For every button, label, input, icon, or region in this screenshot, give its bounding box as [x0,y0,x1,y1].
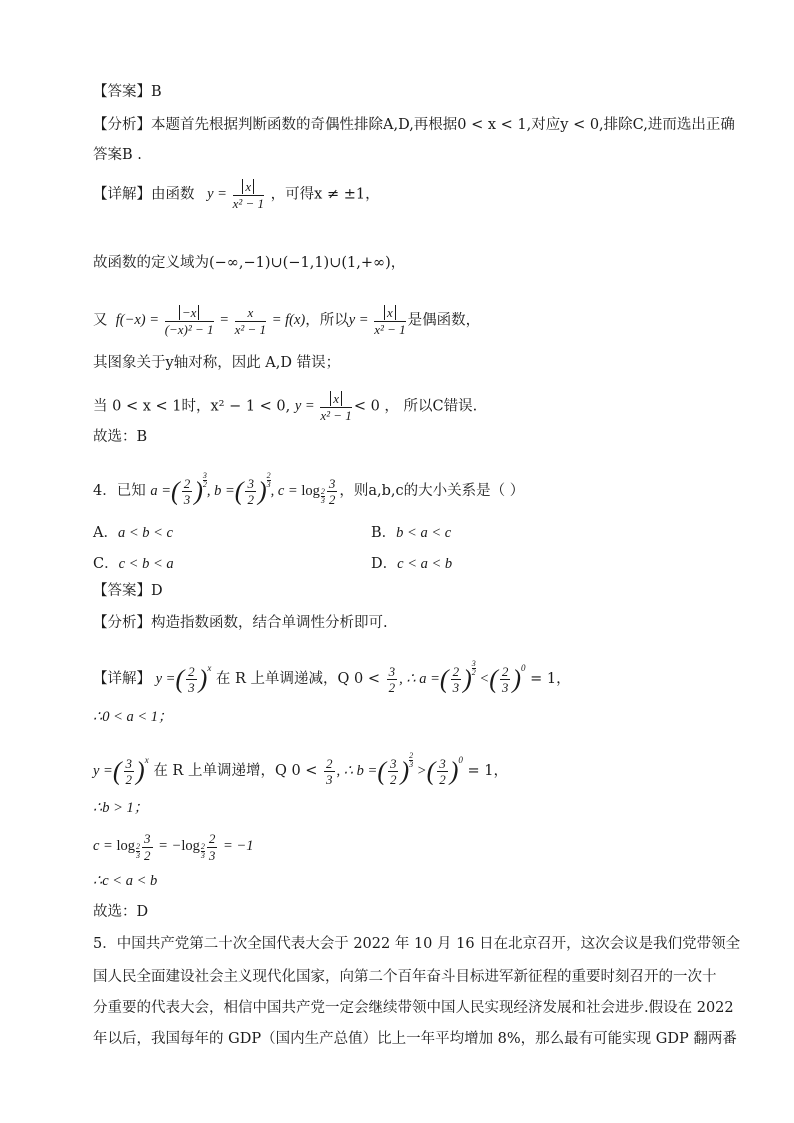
detail-can-get: ，可得x ≠ ±1， [270,186,380,203]
q5-text-3: 分重要的代表大会，相信中国共产党一定会继续带领中国人民实现经济发展和社会进步.假设在 2022 [93,1000,734,1016]
even-suffix: 是偶函数， [407,312,481,329]
q4-choose [93,905,148,920]
detail-3-mid: 在 R 上单调递增，Q 0 < [153,763,318,779]
q4-detail-2 [93,710,173,725]
q3-analysis [93,118,735,133]
q5-text-1: 5．中国共产党第二十次全国代表大会于 2022 年 10 月 16 日在北京召开，这次会议是我们党带领全 [93,936,741,952]
formula-y-even: y = $\frac{x}{\text{x² − 1}}$ [348,305,406,337]
symmetry-text: 其图象关于y轴对称，因此 A,D 错误； [93,355,341,371]
detail-1-end: = 1， [530,671,571,687]
choose-text: 故选：D [93,904,149,920]
q4-detail-5 [93,832,253,862]
option-d-label: D． [371,556,398,572]
analysis-text: 本题首先根据判断函数的奇偶性排除A,D,再根据0 < x < 1,对应y < 0,排除C,进而选出正确 [151,117,735,133]
detail-4-text: ∴b > 1； [93,800,149,816]
q3-when [93,392,477,422]
detail-6-text: ∴c < a < b [93,873,158,889]
option-b[interactable] [371,521,451,542]
q4-detail-6 [93,874,157,889]
q3-symmetry [93,356,340,371]
q3-domain [93,256,405,271]
formula-y-increasing: y =( $\frac{3}{2}$ )$^x$ [93,755,149,788]
q5-line-3 [93,1001,734,1016]
detail-2-text: ∴0 < a < 1； [93,709,173,725]
formula-a-compare: $\frac{3}{2}$ , ∴ a =( $\frac{2}{3}$ ) $\frac{3}{2}$ <( $\frac{2}{3}$ )$^0$ [388,659,526,696]
formula-b-compare: $\frac{2}{3}$ , ∴ b =( $\frac{3}{2}$ ) $\frac{2}{3}$ >( $\frac{3}{2}$ )$^0$ [326,751,463,788]
option-d-text: c < a < b [397,556,453,572]
q5-text-4: 年以后，我国每年的 GDP（国内生产总值）比上一年平均增加 8%，那么最有可能实现 GDP 翻两番 [93,1031,737,1047]
formula-c-value: c = log $\frac{2}{3}$ $\frac{3}{2}$ = −log $\frac{2}{3}$ $\frac{2}{3}$ = −1 [93,831,254,863]
option-c-text: c < b < a [118,556,174,572]
q3-choose [93,430,147,445]
detail-1-mid: 在 R 上单调递减，Q 0 < [215,671,381,687]
option-a-label: A． [93,525,118,541]
even-prefix: 又 [93,312,108,329]
q4-detail-4 [93,801,148,816]
analysis-text-2: 答案B . [93,147,142,163]
answer-value: D [151,583,163,599]
q4-stem-prefix: 4．已知 [93,483,146,499]
q4-stem-suffix: ，则a,b,c的大小关系是（ ） [339,483,525,499]
detail-3-end: = 1， [467,763,509,779]
domain-text: 故函数的定义域为(−∞,−1)∪(−1,1)∪(1,+∞)， [93,255,406,271]
option-d[interactable] [371,552,452,573]
analysis-label: 【分析】 [93,615,151,631]
detail-label: 【详解】 [93,186,151,203]
q4-detail-3 [93,752,508,787]
formula-y-decreasing: y =( $\frac{2}{3}$ )$^x$ [155,663,212,696]
answer-label: 【答案】 [93,84,151,100]
answer-value: B [151,84,162,100]
q3-answer [93,85,162,100]
option-c-label: C． [93,556,119,572]
formula-y-when: y = $\frac{x}{\text{x² − 1}}$ [294,391,352,423]
when-prefix: 当 0 < x < 1时，x² − 1 < 0, [93,398,291,415]
choose-text: 故选：B [93,429,148,445]
option-c[interactable] [93,552,174,573]
option-a[interactable] [93,521,173,542]
q4-stem [93,472,524,507]
when-suffix: < 0 ， 所以C错误. [353,398,478,415]
q5-line-1 [93,937,740,952]
formula-even: f(−x) = $\frac{-x}{\text{(−x)² − 1}}$ = $\frac{x}{\text{x² − 1}}$ = f(x) [112,305,306,337]
q5-text-2: 国人民全面建设社会主义现代化国家，向第二个百年奋斗目标进军新征程的重要时刻召开的一次十 [93,969,717,985]
even-mid: ，所以 [305,312,349,329]
option-b-text: b < a < c [396,525,452,541]
q4-analysis [93,616,388,631]
option-b-label: B． [371,525,397,541]
q3-even [93,306,480,336]
answer-label: 【答案】 [93,583,151,599]
analysis-text: 构造指数函数，结合单调性分析即可. [151,615,388,631]
detail-label: 【详解】 [93,671,151,687]
option-a-text: a < b < c [117,525,173,541]
q5-line-4 [93,1032,737,1047]
formula-y-abs-x: y = $\frac{x}{\text{x² − 1}}$ [207,179,265,211]
q4-stem-formula: a =( $\frac{2}{3}$ ) $\frac{3}{2}$ , b =( $\frac{3}{2}$ ) $\frac{2}{3}$ , c = log $\frac{2}{3}$ $\frac{3}{2}$ [150,471,336,508]
q4-answer [93,584,163,599]
detail-intro: 由函数 [151,186,195,203]
q4-detail-1 [93,660,571,695]
q5-line-2 [93,970,717,985]
analysis-label: 【分析】 [93,117,151,133]
q3-detail [93,180,380,210]
q3-analysis-cont [93,148,142,163]
